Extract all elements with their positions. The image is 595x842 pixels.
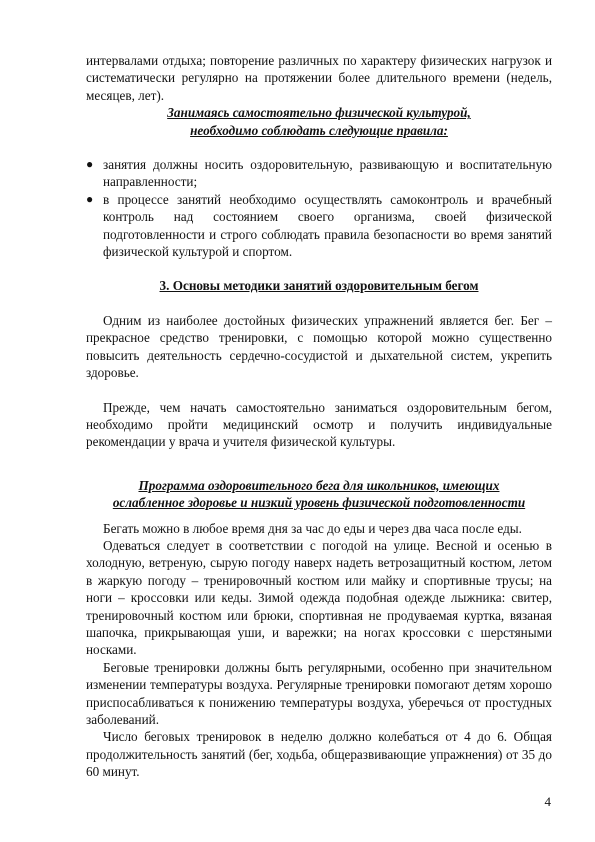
rule-text: занятия должны носить оздоровительную, развивающую и воспитательную направленности; xyxy=(103,157,552,190)
program-heading-line-1: Программа оздоровительного бега для школьников, имеющих xyxy=(138,477,500,493)
rules-heading-line-2: необходимо соблюдать следующие правила: xyxy=(190,122,448,138)
program-paragraph: Число беговых тренировок в неделю должно колебаться от 4 до 6. Общая продолжительность занятий (бег, ходьба, общеразвивающие упражнения) от 35 до 60 минут. xyxy=(86,729,552,780)
document-page xyxy=(86,52,552,781)
list-item xyxy=(86,156,552,191)
list-item xyxy=(86,191,552,261)
intro-paragraph: Одним из наиболее достойных физических упражнений является бег. Бег – прекрасное средство тренировки, с помощью которой можно существенно повысить деятельность сердечно-сосудистой и дыхательной систем, укрепить здоровье. xyxy=(86,312,552,381)
page-number: 4 xyxy=(544,794,551,809)
rule-text: в процессе занятий необходимо осуществлять самоконтроль и врачебный контроль над состоянием своего организма, своей физической подготовленности и строго соблюдать правила безопасности во время занятий физической культурой и спортом. xyxy=(103,191,552,260)
bullet-icon: ● xyxy=(86,191,94,206)
continuation-paragraph: интервалами отдыха; повторение различных по характеру физических нагрузок и систематически регулярно на протяжении более длительного времени (недель, месяцев, лет). xyxy=(86,53,552,103)
program-heading-line-2: ослабленное здоровье и низкий уровень физической подготовленности xyxy=(112,495,526,511)
bullet-icon: ● xyxy=(86,157,94,172)
intro-paragraph: Прежде, чем начать самостоятельно заниматься оздоровительным бегом, необходимо пройти медицинский осмотр и получить индивидуальные рекомендации у врача и учителя физической культуры. xyxy=(86,399,552,450)
program-paragraph: Одеваться следует в соответствии с погодой на улице. Весной и осенью в холодную, ветреную, сырую погоду наверх надеть ветрозащитный костюм, летом в жаркую погоду – тренировочный костюм или майку и спортивные трусы; на ноги – кроссовки или кеды. Зимой одежда подобная одежде лыжника: свитер, тренировочный костюм или брюки, спортивная не продуваемая куртка, вязаная шапочка, прикрывающая уши, и варежки; на ногах кроссовки с шерстяными носками. xyxy=(86,537,552,658)
rules-heading-line-1: Занимаясь самостоятельно физической культурой, xyxy=(167,105,471,121)
rules-list xyxy=(86,156,552,260)
program-paragraph: Беговые тренировки должны быть регулярными, особенно при значительном изменении температуры воздуха. Регулярные тренировки помогают детям хорошо приспосабливаться к понижению температуры воздуха, уберечься от простудных заболеваний. xyxy=(86,659,552,727)
program-paragraph: Бегать можно в любое время дня за час до еды и через два часа после еды. xyxy=(103,520,522,536)
section-title: 3. Основы методики занятий оздоровительным бегом xyxy=(159,278,479,294)
